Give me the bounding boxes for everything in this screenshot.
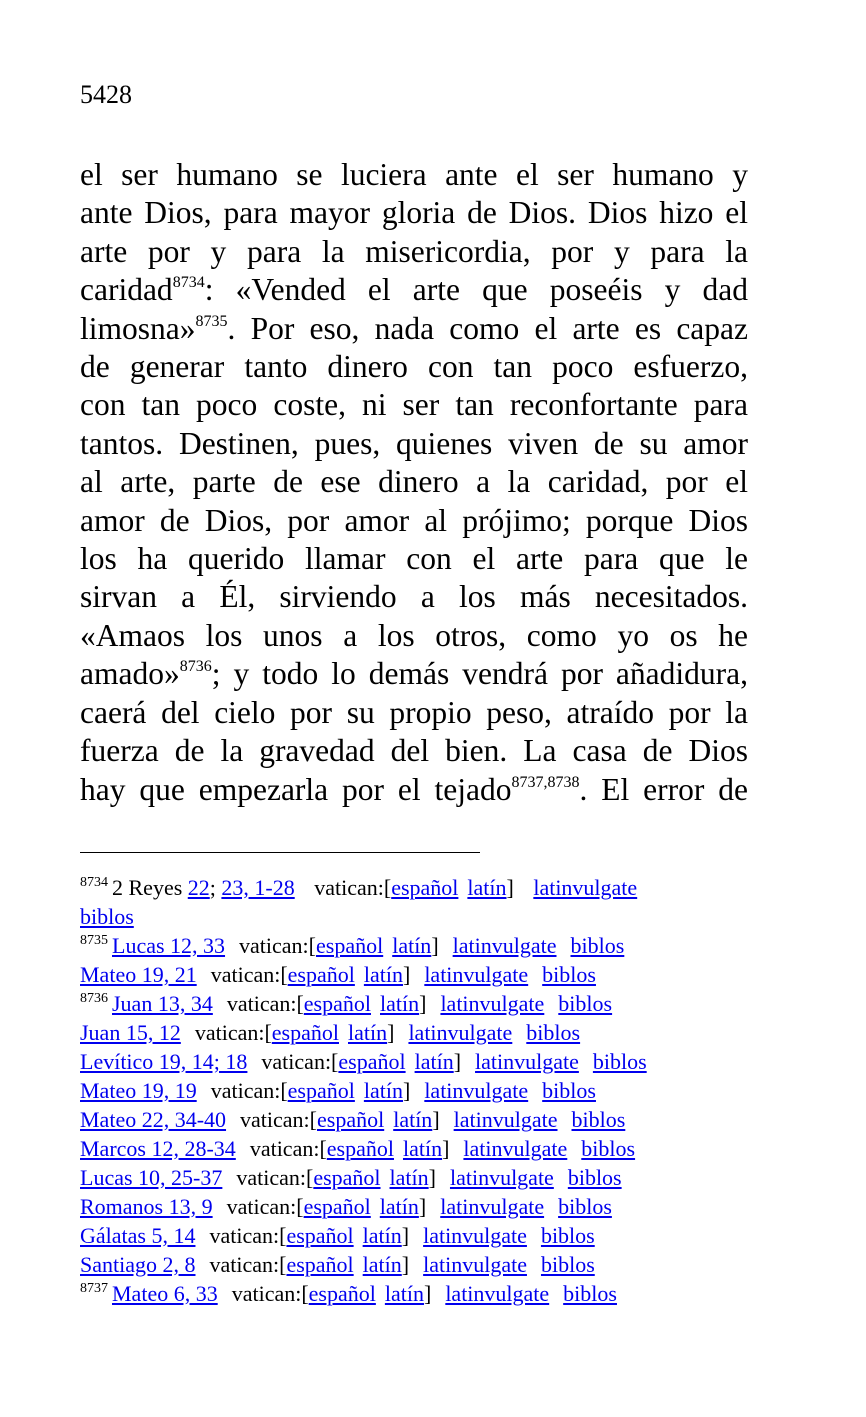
vatican-label: vatican:[ [209,1252,287,1277]
footnote-reference: 8737,8738 [511,773,580,791]
vatican-label: vatican:[ [210,962,288,987]
latinvulgate-link[interactable]: latinvulgate [445,1281,550,1306]
body-line: ante Dios, para mayor gloria de Dios. Dios hizo el [80,195,748,231]
bracket-close: ] [442,1136,450,1161]
ref-link[interactable]: 22 [187,875,210,900]
footnotes [80,873,760,1308]
bracket-close: ] [453,1049,462,1074]
ref-link[interactable]: Levítico 19, 14; 18 [80,1049,248,1074]
espanol-link[interactable]: español [326,1136,394,1161]
bracket-close: ] [401,1252,410,1277]
bracket-close: ] [506,875,514,900]
espanol-link[interactable]: español [391,875,459,900]
footnote-reference: 8734 [172,274,205,292]
vatican-label: vatican:[ [231,1281,309,1306]
body-line: de generar tanto dinero con tan poco esfuerzo, [80,349,748,385]
espanol-link[interactable]: español [338,1049,406,1074]
latinvulgate-link[interactable]: latinvulgate [408,1020,513,1045]
ref-link[interactable]: Romanos 13, 9 [80,1194,213,1219]
vatican-label: vatican:[ [261,1049,339,1074]
body-text-segment: : «Vended el arte que poseéis y dad [204,272,748,308]
latin-link[interactable]: latín [379,1194,419,1219]
vatican-label: vatican:[ [226,991,304,1016]
latinvulgate-link[interactable]: latinvulgate [423,1223,527,1248]
body-text-segment: caridad [80,272,173,308]
ref-link[interactable]: Marcos 12, 28-34 [80,1136,236,1161]
footnote-8734-cont [80,902,760,931]
biblos-link[interactable]: biblos [571,1107,626,1132]
biblos-link[interactable]: biblos [563,1281,617,1306]
body-text [80,156,748,809]
footnote-book: 2 Reyes [112,875,183,900]
biblos-link[interactable]: biblos [526,1020,581,1045]
footnote-mark: 8734 [80,875,108,890]
vatican-label: vatican:[ [240,1107,317,1132]
latinvulgate-link[interactable]: latinvulgate [424,962,529,987]
biblos-link[interactable]: biblos [570,933,625,958]
page-number: 5428 [80,80,132,109]
body-text-segment: . El error de [579,771,748,807]
biblos-link[interactable]: biblos [542,1078,596,1103]
ref-link[interactable]: Mateo 22, 34-40 [80,1107,227,1132]
footnote-ref-line [80,1047,760,1076]
latinvulgate-link[interactable]: latinvulgate [449,1165,554,1190]
biblos-link[interactable]: biblos [558,1194,612,1219]
footnote-mark: 8735 [80,933,108,948]
latin-link[interactable]: latín [348,1020,388,1045]
latinvulgate-link[interactable]: latinvulgate [423,1252,527,1277]
body-line [80,310,748,348]
biblos-link[interactable]: biblos [540,1223,595,1248]
espanol-link[interactable]: español [287,962,355,987]
body-line: caerá del cielo por su propio peso, atraído por la [80,694,748,730]
latinvulgate-link[interactable]: latinvulgate [463,1136,568,1161]
footnote-ref-line [80,1134,760,1163]
footnote-ref-line [80,1163,760,1192]
ref-link[interactable]: Mateo 19, 19 [80,1078,197,1103]
biblos-link[interactable]: biblos [80,904,134,929]
latinvulgate-link[interactable]: latinvulgate [453,1107,558,1132]
body-text-segment: . Por eso, nada como el arte es capaz [227,310,748,346]
latinvulgate-link[interactable]: latinvulgate [440,991,545,1016]
footnote-ref-line [80,1192,760,1221]
espanol-link[interactable]: español [317,1107,385,1132]
footnote-ref-line [80,989,760,1018]
biblos-link[interactable]: biblos [581,1136,636,1161]
ref-link[interactable]: Mateo 6, 33 [112,1281,218,1306]
ref-link[interactable]: Santiago 2, 8 [80,1252,196,1277]
footnote-ref-line [80,1221,760,1250]
footnote-reference: 8735 [195,312,228,330]
vatican-label: vatican:[ [209,1223,287,1248]
bracket-close: ] [401,1223,410,1248]
latin-link[interactable]: latín [414,1049,454,1074]
body-line: fuerza de la gravedad del bien. La casa de Dios [80,733,748,769]
espanol-link[interactable]: español [313,1165,381,1190]
vatican-label: vatican:[ [236,1165,314,1190]
footnote-ref-line [80,1105,760,1134]
vatican-label: vatican:[ [249,1136,327,1161]
body-line: el ser humano se luciera ante el ser humano y [80,157,748,192]
latinvulgate-link[interactable]: latinvulgate [533,875,638,900]
latin-link[interactable]: latín [380,991,420,1016]
biblos-link[interactable]: biblos [567,1165,622,1190]
body-line [80,655,748,693]
body-line: «Amaos los unos a los otros, como yo os he [80,617,748,653]
ref-link[interactable]: 23, 1-28 [221,875,295,900]
vatican-label: vatican:[ [314,875,392,900]
body-line [80,271,748,309]
body-line: arte por y para la misericordia, por y para la [80,233,748,269]
latin-link[interactable]: latín [393,1107,433,1132]
ref-link[interactable]: Juan 13, 34 [112,991,213,1016]
vatican-label: vatican:[ [239,933,316,958]
latin-link[interactable]: latín [467,875,507,900]
footnote-ref-line [80,931,760,960]
biblos-link[interactable]: biblos [592,1049,647,1074]
bracket-close: ] [428,1165,436,1190]
body-line: sirvan a Él, sirviendo a los más necesitados. [80,579,748,615]
footnote-ref-line [80,1279,760,1308]
bracket-close: ] [402,1078,411,1103]
espanol-link[interactable]: español [271,1020,339,1045]
ref-link[interactable]: Gálatas 5, 14 [80,1223,196,1248]
biblos-link[interactable]: biblos [558,991,613,1016]
latin-link[interactable]: latín [389,1165,429,1190]
footnote-8734 [80,873,760,902]
footnote-divider [80,852,480,853]
body-text-segment: hay que empezarla por el tejado [80,771,512,807]
footnote-ref-line [80,1018,760,1047]
espanol-link[interactable]: español [287,1078,355,1103]
latin-link[interactable]: latín [363,1078,403,1103]
espanol-link[interactable]: español [316,933,384,958]
espanol-link[interactable]: español [308,1281,376,1306]
latinvulgate-link[interactable]: latinvulgate [440,1194,545,1219]
footnote-ref-line [80,960,760,989]
latinvulgate-link[interactable]: latinvulgate [452,933,557,958]
separator: ; [209,875,216,900]
footnote-ref-line [80,1250,760,1279]
body-line: con tan poco coste, ni ser tan reconfortante para [80,387,748,423]
espanol-link[interactable]: español [303,1194,371,1219]
bracket-close: ] [402,962,411,987]
body-text-segment: limosna» [80,310,196,346]
bracket-close: ] [432,1107,440,1132]
footnote-reference: 8736 [179,658,212,676]
ref-link[interactable]: Lucas 12, 33 [112,933,226,958]
footnote-mark: 8737 [80,1281,108,1296]
body-line: tantos. Destinen, pues, quienes viven de su amor [80,425,748,461]
latinvulgate-link[interactable]: latinvulgate [424,1078,529,1103]
bracket-close: ] [418,1194,427,1219]
body-line: los ha querido llamar con el arte para que le [80,541,748,577]
ref-link[interactable]: Lucas 10, 25-37 [80,1165,223,1190]
latin-link[interactable]: latín [363,962,403,987]
espanol-link[interactable]: español [303,991,371,1016]
bracket-close: ] [387,1020,395,1045]
ref-link[interactable]: Mateo 19, 21 [80,962,197,987]
bracket-close: ] [419,991,427,1016]
bracket-close: ] [423,1281,432,1306]
vatican-label: vatican:[ [194,1020,272,1045]
footnote-mark: 8736 [80,991,108,1006]
espanol-link[interactable]: español [286,1252,354,1277]
body-line: al arte, parte de ese dinero a la caridad, por el [80,464,748,500]
body-line [80,771,748,809]
ref-link[interactable]: Juan 15, 12 [80,1020,181,1045]
footnote-ref-list [80,931,760,1308]
body-text-segment: amado» [80,656,180,692]
espanol-link[interactable]: español [286,1223,354,1248]
latin-link[interactable]: latín [392,933,432,958]
footnote-ref-line [80,1076,760,1105]
latin-link[interactable]: latín [402,1136,443,1161]
body-line: amor de Dios, por amor al prójimo; porque Dios [80,502,748,538]
vatican-label: vatican:[ [210,1078,288,1103]
latin-link[interactable]: latín [362,1252,402,1277]
biblos-link[interactable]: biblos [540,1252,595,1277]
body-text-segment: ; y todo lo demás vendrá por añadidura, [211,656,748,692]
biblos-link[interactable]: biblos [542,962,596,987]
latinvulgate-link[interactable]: latinvulgate [475,1049,579,1074]
bracket-close: ] [431,933,439,958]
latin-link[interactable]: latín [384,1281,424,1306]
latin-link[interactable]: latín [362,1223,402,1248]
vatican-label: vatican:[ [226,1194,304,1219]
